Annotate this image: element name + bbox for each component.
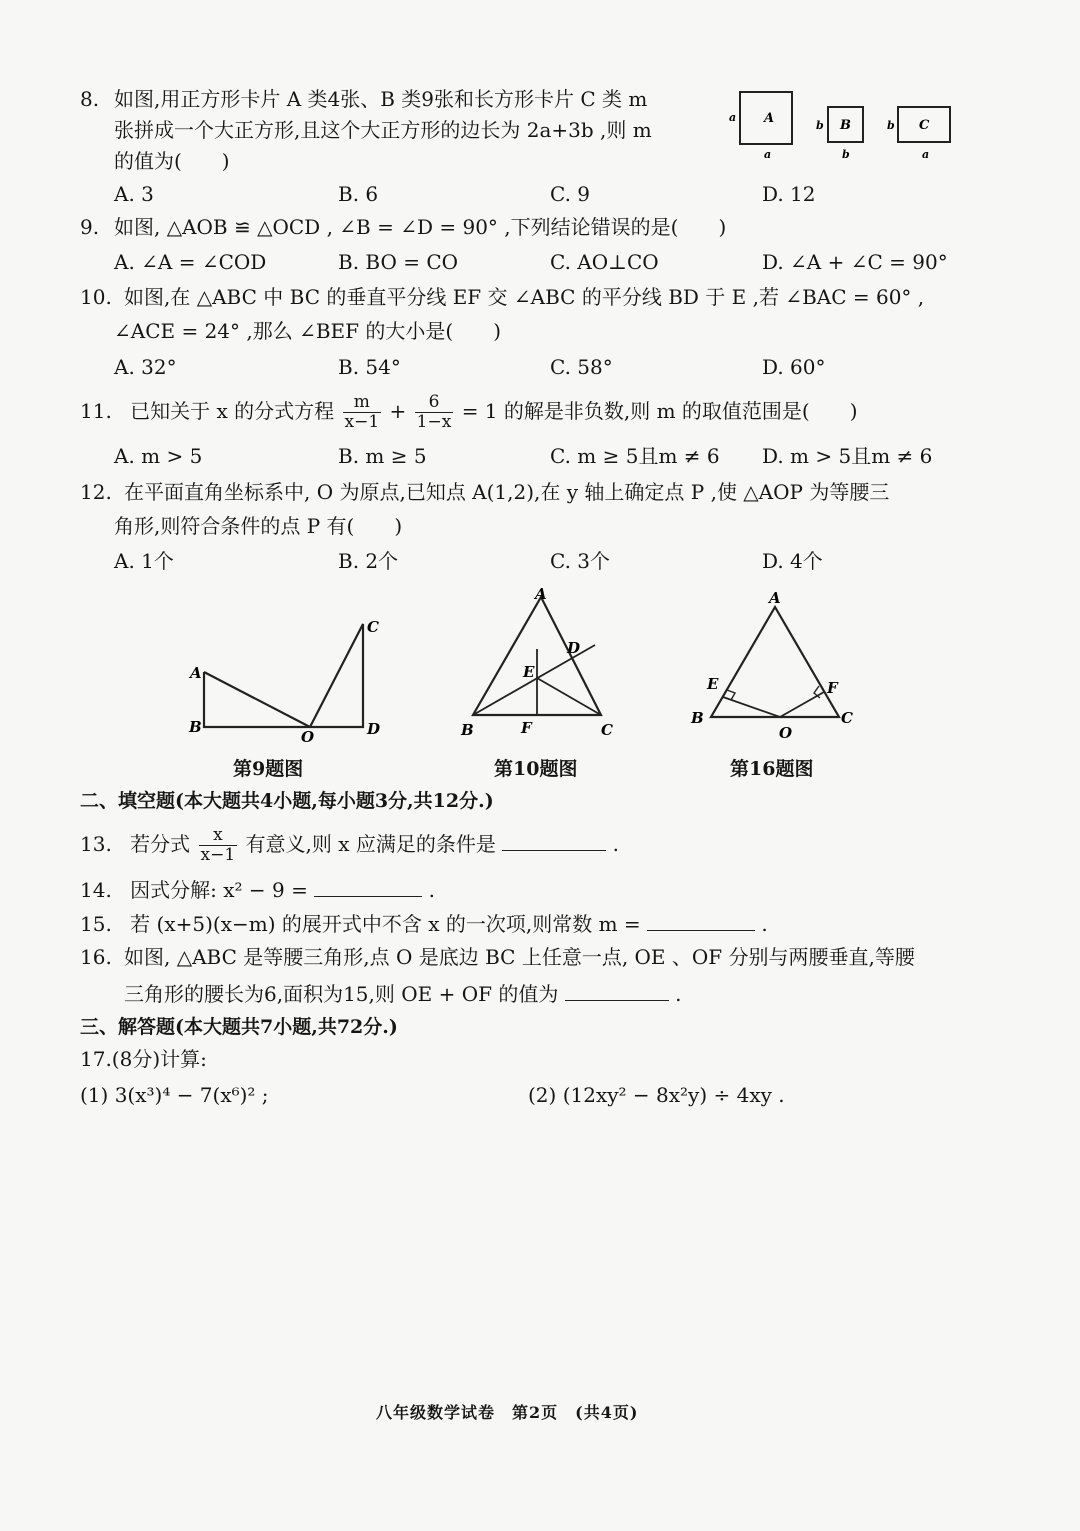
figure-16	[685, 585, 865, 745]
q13-post: 有意义,则 x 应满足的条件是	[245, 832, 496, 856]
q9-option-b: B. BO = CO	[338, 250, 459, 274]
q12-line2: 角形,则符合条件的点 P 有( )	[114, 514, 403, 538]
q14-number: 14.	[80, 878, 112, 902]
q8-option-c: C. 9	[550, 182, 591, 206]
q12-option-b: B. 2个	[338, 549, 399, 573]
q13-end: .	[612, 832, 619, 856]
q13-number: 13.	[80, 832, 112, 856]
q11-plus: +	[389, 399, 407, 423]
q11-option-a: A. m > 5	[114, 444, 203, 468]
q10-option-b: B. 54°	[338, 355, 401, 379]
fig16-triangle	[711, 607, 839, 717]
card-a-side: a	[729, 111, 737, 124]
page-footer: 八年级数学试卷 第2页 (共4页)	[376, 1403, 639, 1422]
q15-end: .	[761, 912, 768, 936]
card-a-label: A	[764, 111, 775, 126]
fig16-label-o: O	[779, 724, 793, 742]
q11-fraction-2-num: 6	[415, 393, 454, 413]
fig10-label-b: B	[461, 721, 474, 739]
fig16-label-a: A	[769, 589, 781, 607]
q11-number: 11.	[80, 399, 112, 423]
fig16-label-b: B	[691, 709, 704, 727]
fig9-lines	[204, 624, 363, 727]
q8-number: 8.	[80, 87, 100, 111]
fig9-label-o: O	[301, 728, 315, 745]
q11-option-b: B. m ≥ 5	[338, 444, 427, 468]
fig10-label-e: E	[523, 663, 535, 681]
q8-cards-figure	[724, 84, 960, 162]
card-c-side: b	[887, 119, 895, 132]
q11-fraction-2	[415, 393, 454, 432]
q11-fraction-1-den: x−1	[344, 412, 380, 432]
q11-post: = 1 的解是非负数,则 m 的取值范围是( )	[461, 399, 858, 423]
q8-line3: 的值为( )	[114, 149, 230, 173]
section3-title: 三、解答题(本大题共7小题,共72分.)	[80, 1016, 398, 1038]
q13-fraction-num: x	[199, 826, 238, 846]
section2-title: 二、填空题(本大题共4小题,每小题3分,共12分.)	[80, 790, 494, 812]
q12-number: 12.	[80, 480, 112, 504]
q16-line2: 三角形的腰长为6,面积为15,则 OE + OF 的值为	[124, 982, 559, 1006]
q13-fraction	[199, 826, 238, 865]
fig10-label-d: D	[567, 639, 581, 657]
q14-text: 因式分解: x² − 9 =	[130, 878, 308, 902]
fig16-caption: 第16题图	[730, 758, 814, 780]
card-b-bottom: b	[842, 148, 850, 161]
q11-option-c: C. m ≥ 5且m ≠ 6	[550, 444, 720, 468]
q11-fraction-1-num: m	[343, 393, 382, 413]
fig16-label-c: C	[841, 709, 853, 727]
q15-number: 15.	[80, 912, 112, 936]
figure-10	[455, 585, 630, 745]
q10-option-d: D. 60°	[762, 355, 826, 379]
q17-head: 17.(8分)计算:	[80, 1047, 207, 1071]
fig9-label-a: A	[190, 664, 202, 682]
card-b-side: b	[816, 119, 824, 132]
q11-line	[80, 389, 858, 433]
q12-option-c: C. 3个	[550, 549, 611, 573]
q15-answer-blank[interactable]	[647, 910, 755, 931]
fig16-label-e: E	[707, 675, 719, 693]
fig10-caption: 第10题图	[494, 758, 578, 780]
q11-fraction-2-den: 1−x	[416, 412, 452, 432]
fig16-label-f: F	[827, 679, 838, 697]
q13-pre: 若分式	[130, 832, 191, 856]
card-c-label: C	[919, 118, 930, 133]
q12-option-a: A. 1个	[114, 549, 174, 573]
q14-line	[80, 876, 435, 903]
card-b-label: B	[840, 118, 851, 133]
q10-line1: 如图,在 △ABC 中 BC 的垂直平分线 EF 交 ∠ABC 的平分线 BD 于 E ,若 ∠BAC = 60° ,	[124, 285, 925, 309]
q13-line	[80, 822, 619, 866]
q12-option-d: D. 4个	[762, 549, 823, 573]
q15-text: 若 (x+5)(x−m) 的展开式中不含 x 的一次项,则常数 m =	[130, 912, 641, 936]
fig9-label-d: D	[367, 720, 381, 738]
q8-line1: 如图,用正方形卡片 A 类4张、B 类9张和长方形卡片 C 类 m	[114, 87, 648, 111]
card-c-bottom: a	[922, 148, 930, 161]
q9-option-d: D. ∠A + ∠C = 90°	[762, 250, 948, 274]
fig9-caption: 第9题图	[233, 758, 304, 780]
q9-option-c: C. AO⊥CO	[550, 250, 659, 274]
fig9-segment-ao	[204, 672, 310, 727]
q12-line1: 在平面直角坐标系中, O 为原点,已知点 A(1,2),在 y 轴上确定点 P ,使 △AOP 为等腰三	[124, 480, 890, 504]
fig9-label-c: C	[367, 618, 379, 636]
q8-option-b: B. 6	[338, 182, 379, 206]
q11-pre: 已知关于 x 的分式方程	[130, 399, 335, 423]
fig10-label-a: A	[535, 585, 547, 603]
q10-line2: ∠ACE = 24° ,那么 ∠BEF 的大小是( )	[114, 319, 501, 343]
fig10-label-c: C	[601, 721, 613, 739]
q16-line2-wrap	[124, 980, 681, 1007]
q10-option-a: A. 32°	[114, 355, 177, 379]
q9-line1: 如图, △AOB ≌ △OCD , ∠B = ∠D = 90° ,下列结论错误的是( )	[114, 215, 727, 239]
q8-option-a: A. 3	[114, 182, 154, 206]
card-a-bottom: a	[764, 148, 772, 161]
q10-option-c: C. 58°	[550, 355, 613, 379]
q15-line	[80, 910, 768, 937]
q11-option-d: D. m > 5且m ≠ 6	[762, 444, 933, 468]
q14-answer-blank[interactable]	[314, 876, 422, 897]
fig10-label-f: F	[521, 719, 532, 737]
q17-part1: (1) 3(x³)⁴ − 7(x⁶)² ;	[80, 1083, 269, 1107]
q14-end: .	[428, 878, 435, 902]
q16-end: .	[675, 982, 682, 1006]
q16-answer-blank[interactable]	[565, 980, 669, 1001]
q16-line1: 如图, △ABC 是等腰三角形,点 O 是底边 BC 上任意一点, OE 、OF 分别与两腰垂直,等腰	[124, 945, 915, 969]
q11-fraction-1	[343, 393, 382, 432]
fig9-label-b: B	[189, 718, 202, 736]
figure-9	[180, 610, 390, 745]
q13-fraction-den: x−1	[200, 845, 236, 865]
q17-part2: (2) (12xy² − 8x²y) ÷ 4xy .	[528, 1083, 785, 1107]
q8-option-d: D. 12	[762, 182, 816, 206]
q9-option-a: A. ∠A = ∠COD	[114, 250, 267, 274]
q8-line2: 张拼成一个大正方形,且这个大正方形的边长为 2a+3b ,则 m	[114, 118, 652, 142]
q9-number: 9.	[80, 215, 100, 239]
q10-number: 10.	[80, 285, 112, 309]
q16-number: 16.	[80, 945, 112, 969]
q13-answer-blank[interactable]	[502, 830, 606, 851]
